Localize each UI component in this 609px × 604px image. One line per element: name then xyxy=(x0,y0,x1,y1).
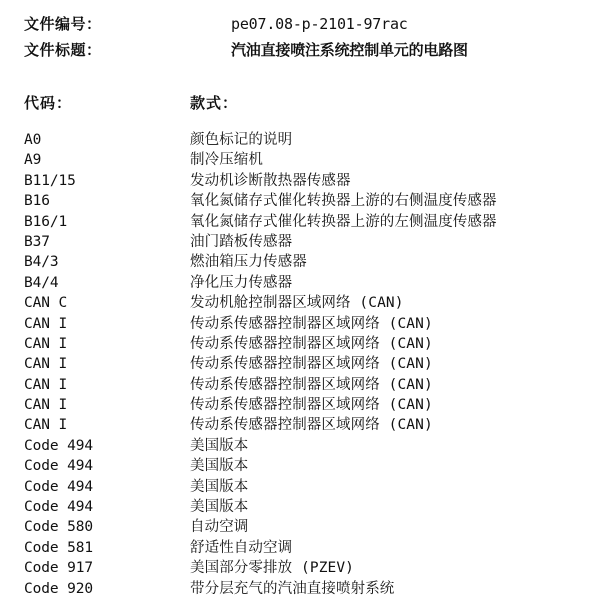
row-description: 美国版本 xyxy=(190,458,249,475)
row-code: Code 581 xyxy=(24,539,94,556)
column-header-style: 款式： xyxy=(190,94,239,112)
code-row xyxy=(24,456,609,476)
row-description: 美国版本 xyxy=(190,478,249,495)
row-code: A9 xyxy=(24,152,42,169)
row-code: CAN I xyxy=(24,335,68,352)
code-row xyxy=(24,130,609,150)
code-row xyxy=(24,293,609,313)
row-description: 传动系传感器控制器区域网络 (CAN) xyxy=(190,397,433,414)
row-description: 传动系传感器控制器区域网络 (CAN) xyxy=(190,315,433,332)
row-code: Code 920 xyxy=(24,580,94,597)
code-row xyxy=(24,579,609,599)
code-row xyxy=(24,558,609,578)
row-description: 燃油箱压力传感器 xyxy=(190,254,307,271)
code-row xyxy=(24,191,609,211)
code-row xyxy=(24,477,609,497)
row-description: 氧化氮储存式催化转换器上游的右侧温度传感器 xyxy=(190,193,497,210)
row-description: 净化压力传感器 xyxy=(190,274,293,291)
code-row xyxy=(24,517,609,537)
code-row xyxy=(24,436,609,456)
row-description: 传动系传感器控制器区域网络 (CAN) xyxy=(190,356,433,373)
row-code: B11/15 xyxy=(24,172,76,189)
code-row xyxy=(24,415,609,435)
code-row xyxy=(24,354,609,374)
row-code: CAN I xyxy=(24,356,68,373)
row-description: 美国部分零排放 (PZEV) xyxy=(190,560,355,577)
row-code: Code 494 xyxy=(24,458,94,475)
row-code: Code 494 xyxy=(24,437,94,454)
row-description: 美国版本 xyxy=(190,499,249,516)
row-description: 传动系传感器控制器区域网络 (CAN) xyxy=(190,376,433,393)
code-row xyxy=(24,273,609,293)
code-row xyxy=(24,375,609,395)
code-row xyxy=(24,538,609,558)
code-list xyxy=(24,130,609,599)
code-row xyxy=(24,232,609,252)
code-row xyxy=(24,395,609,415)
code-row xyxy=(24,212,609,232)
row-code: B16/1 xyxy=(24,213,68,230)
row-description: 颜色标记的说明 xyxy=(190,132,293,148)
row-description: 美国版本 xyxy=(190,437,249,454)
doc-title-value: 汽油直接喷注系统控制单元的电路图 xyxy=(231,41,468,59)
row-description: 舒适性自动空调 xyxy=(190,539,293,556)
doc-number-value: pe07.08-p-2101-97rac xyxy=(231,15,408,33)
row-code: CAN C xyxy=(24,295,68,312)
row-description: 带分层充气的汽油直接喷射系统 xyxy=(190,580,395,597)
row-description: 发动机舱控制器区域网络 (CAN) xyxy=(190,295,404,312)
code-row xyxy=(24,314,609,334)
row-description: 油门踏板传感器 xyxy=(190,233,293,250)
row-code: Code 580 xyxy=(24,519,94,536)
row-description: 氧化氮储存式催化转换器上游的左侧温度传感器 xyxy=(190,213,497,230)
row-code: Code 917 xyxy=(24,560,94,577)
code-row xyxy=(24,497,609,517)
code-row xyxy=(24,252,609,272)
row-code: Code 494 xyxy=(24,478,94,495)
column-header-code: 代码： xyxy=(24,94,73,112)
row-description: 制冷压缩机 xyxy=(190,152,263,169)
code-row xyxy=(24,150,609,170)
code-row xyxy=(24,334,609,354)
row-code: A0 xyxy=(24,132,42,148)
row-description: 传动系传感器控制器区域网络 (CAN) xyxy=(190,335,433,352)
row-code: B37 xyxy=(24,233,50,250)
row-code: Code 494 xyxy=(24,499,94,516)
row-code: B4/3 xyxy=(24,254,59,271)
row-description: 自动空调 xyxy=(190,519,249,536)
row-code: B4/4 xyxy=(24,274,59,291)
row-code: CAN I xyxy=(24,397,68,414)
row-code: CAN I xyxy=(24,417,68,434)
row-description: 发动机诊断散热器传感器 xyxy=(190,172,351,189)
doc-title-label: 文件标题： xyxy=(24,41,102,59)
row-code: CAN I xyxy=(24,315,68,332)
code-row xyxy=(24,171,609,191)
row-code: B16 xyxy=(24,193,50,210)
row-description: 传动系传感器控制器区域网络 (CAN) xyxy=(190,417,433,434)
row-code: CAN I xyxy=(24,376,68,393)
doc-number-label: 文件编号： xyxy=(24,15,102,33)
